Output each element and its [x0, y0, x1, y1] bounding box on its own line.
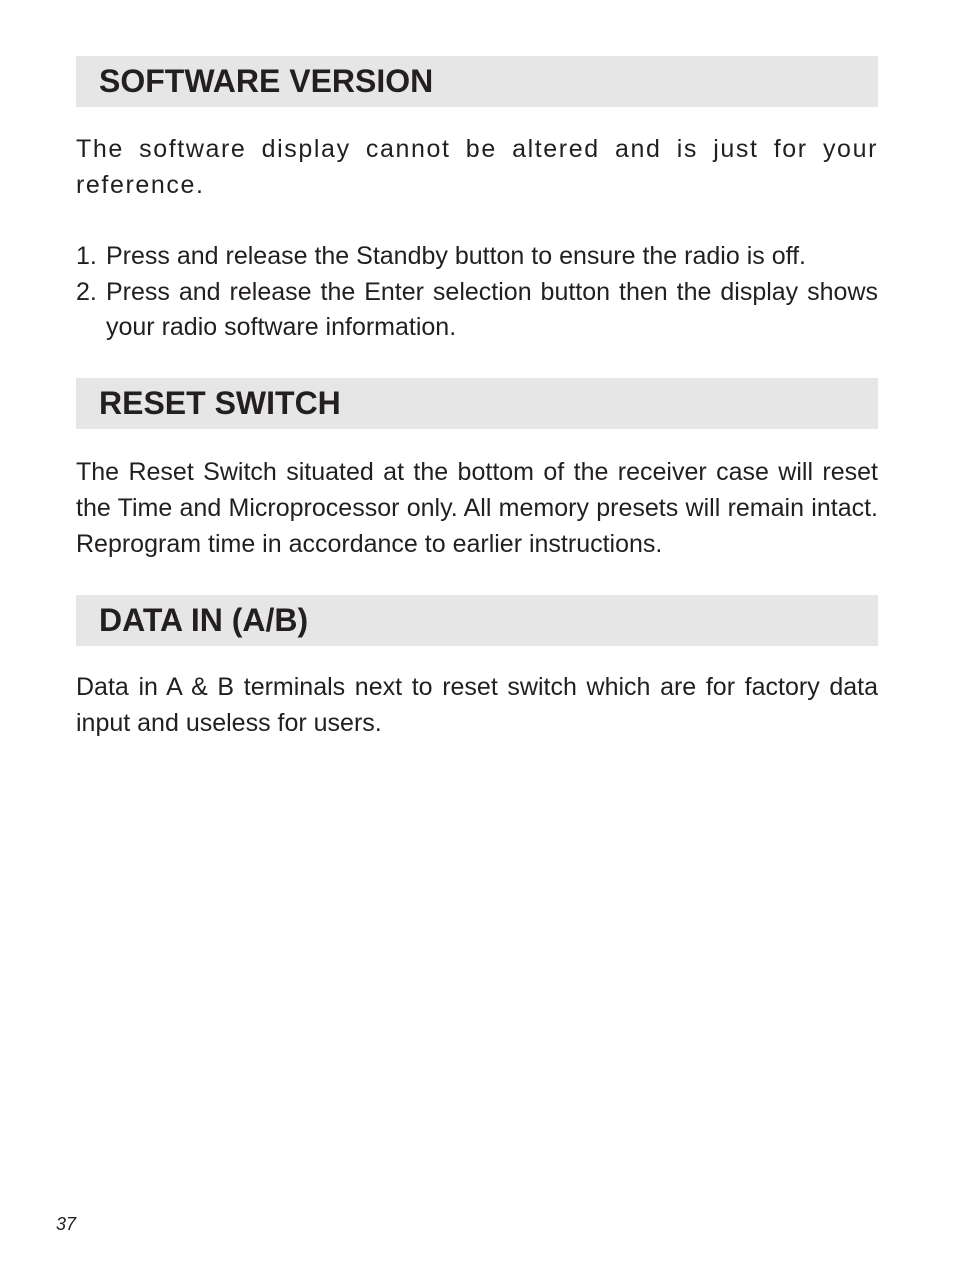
software-version-intro: The software display cannot be altered and is just for your reference.	[76, 135, 878, 199]
step-text: Press and release the Standby button to ensure the radio is off.	[106, 242, 806, 270]
software-version-header	[76, 56, 878, 107]
step-number: 2.	[76, 277, 97, 306]
list-item	[76, 239, 878, 275]
software-version-steps	[76, 239, 878, 346]
step-text: Press and release the Enter selection button then the display shows your radio software information.	[106, 277, 878, 341]
data-in-header	[76, 595, 878, 646]
section-title: SOFTWARE VERSION	[99, 63, 434, 99]
section-title: RESET SWITCH	[99, 385, 341, 421]
data-in-body: Data in A & B terminals next to reset switch which are for factory data input and useless for users.	[76, 673, 878, 737]
list-item	[76, 275, 878, 346]
step-number: 1.	[76, 242, 97, 270]
page-number: 37	[56, 1214, 77, 1234]
section-title: DATA IN (A/B)	[99, 602, 309, 638]
reset-switch-body: The Reset Switch situated at the bottom of the receiver case will reset the Time and Microprocessor only. All memory presets will remain intact. Reprogram time in accordance to earlier instructions.	[76, 458, 878, 558]
reset-switch-header	[76, 378, 878, 429]
